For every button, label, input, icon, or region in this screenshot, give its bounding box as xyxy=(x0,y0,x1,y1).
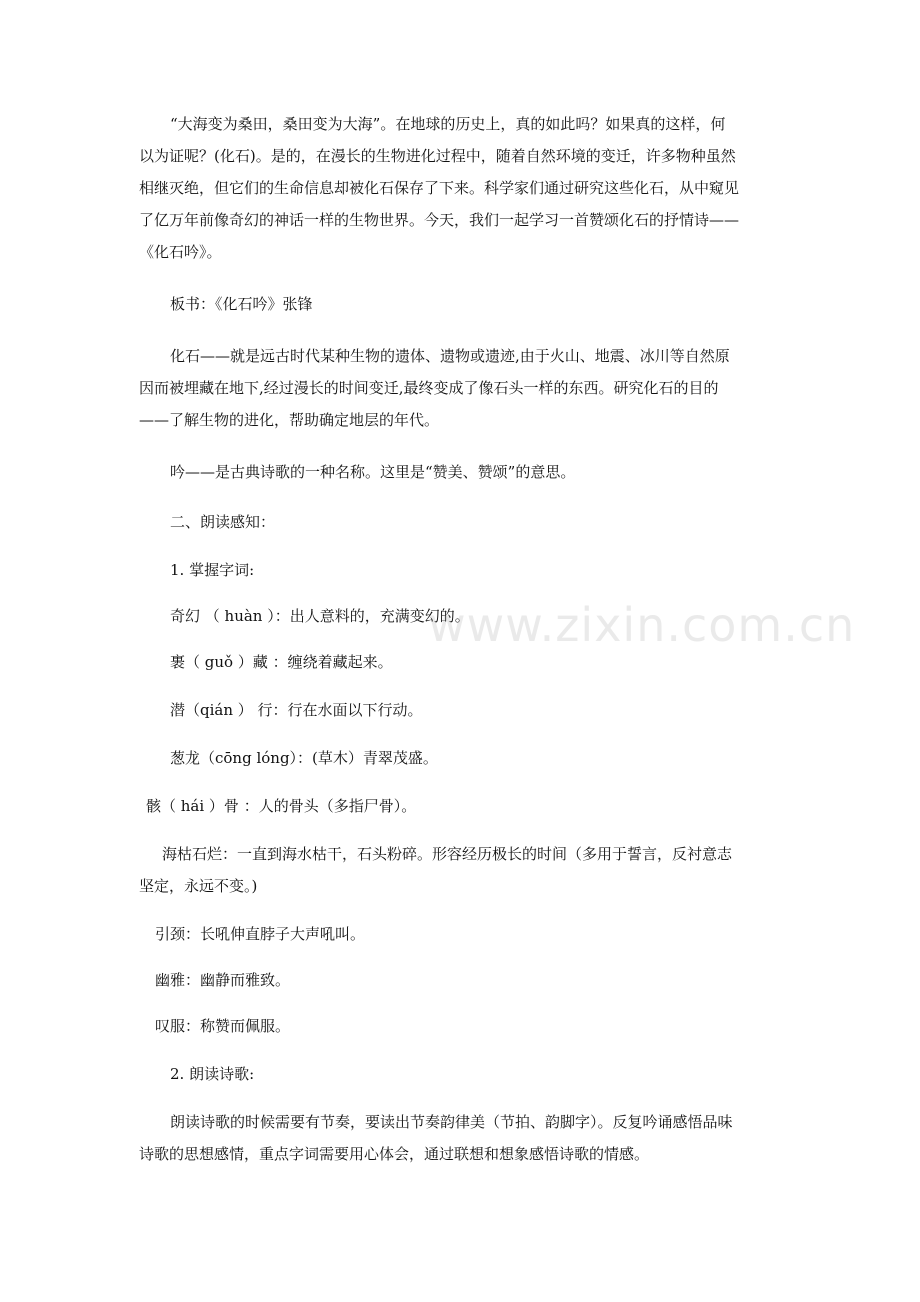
text-line: 海枯石烂：一直到海水枯干，石头粉碎。形容经历极长的时间（多用于誓言，反衬意志 xyxy=(162,845,733,863)
text-line: ——了解生物的进化，帮助确定地层的年代。 xyxy=(139,411,440,429)
text-line: 朗读诗歌的时候需要有节奏，要读出节奏韵律美（节拍、韵脚字）。反复吟诵感悟品味 xyxy=(170,1113,733,1131)
vocab-item: 裹（ guǒ ）藏 ：缠绕着藏起来。 xyxy=(170,653,393,671)
vocab-item: 引颈：长吼伸直脖子大声吼叫。 xyxy=(155,925,366,943)
text-line: 了亿万年前像奇幻的神话一样的生物世界。今天，我们一起学习一首赞颂化石的抒情诗—— xyxy=(139,211,740,229)
text-line: “大海变为桑田，桑田变为大海”。在地球的历史上，真的如此吗？如果真的这样，何 xyxy=(170,115,726,133)
item-one-title: 1. 掌握字词: xyxy=(170,561,255,579)
text-line: 诗歌的思想感情，重点字词需要用心体会，通过联想和想象感悟诗歌的情感。 xyxy=(139,1145,650,1163)
vocab-item: 幽雅：幽静而雅致。 xyxy=(155,971,291,989)
item-two-title: 2. 朗读诗歌: xyxy=(170,1065,255,1083)
board-note: 板书：《化石吟》张锋 xyxy=(170,295,313,313)
yin-definition: 吟——是古典诗歌的一种名称。这里是“赞美、赞颂”的意思。 xyxy=(170,463,576,481)
text-line: 《化石吟》。 xyxy=(139,243,222,261)
vocab-item: 葱龙（cōng lóng）：(草木）青翠茂盛。 xyxy=(170,749,438,767)
text-line: 相继灭绝，但它们的生命信息却被化石保存了下来。科学家们通过研究这些化石，从中窥见 xyxy=(139,179,740,197)
text-line: 坚定，永远不变。) xyxy=(139,877,258,895)
text-line: 因而被埋藏在地下,经过漫长的时间变迁,最终变成了像石头一样的东西。研究化石的目的 xyxy=(139,379,719,397)
vocab-item: 奇幻 （ huàn ）：出人意料的，充满变幻的。 xyxy=(170,607,470,625)
text-line: 化石——就是远古时代某种生物的遗体、遗物或遗迹,由于火山、地震、冰川等自然原 xyxy=(170,347,730,365)
section-two-title: 二、朗读感知： xyxy=(170,513,276,531)
vocab-item: 骸（ hái ）骨 ：人的骨头（多指尸骨）。 xyxy=(146,797,417,815)
text-line: 以为证呢？(化石)。是的，在漫长的生物进化过程中，随着自然环境的变迁，许多物种虽然 xyxy=(139,147,736,165)
vocab-item: 潜（qián ） 行：行在水面以下行动。 xyxy=(170,701,423,719)
watermark: www.zixin.com.cn xyxy=(428,598,856,652)
vocab-item: 叹服：称赞而佩服。 xyxy=(155,1017,291,1035)
